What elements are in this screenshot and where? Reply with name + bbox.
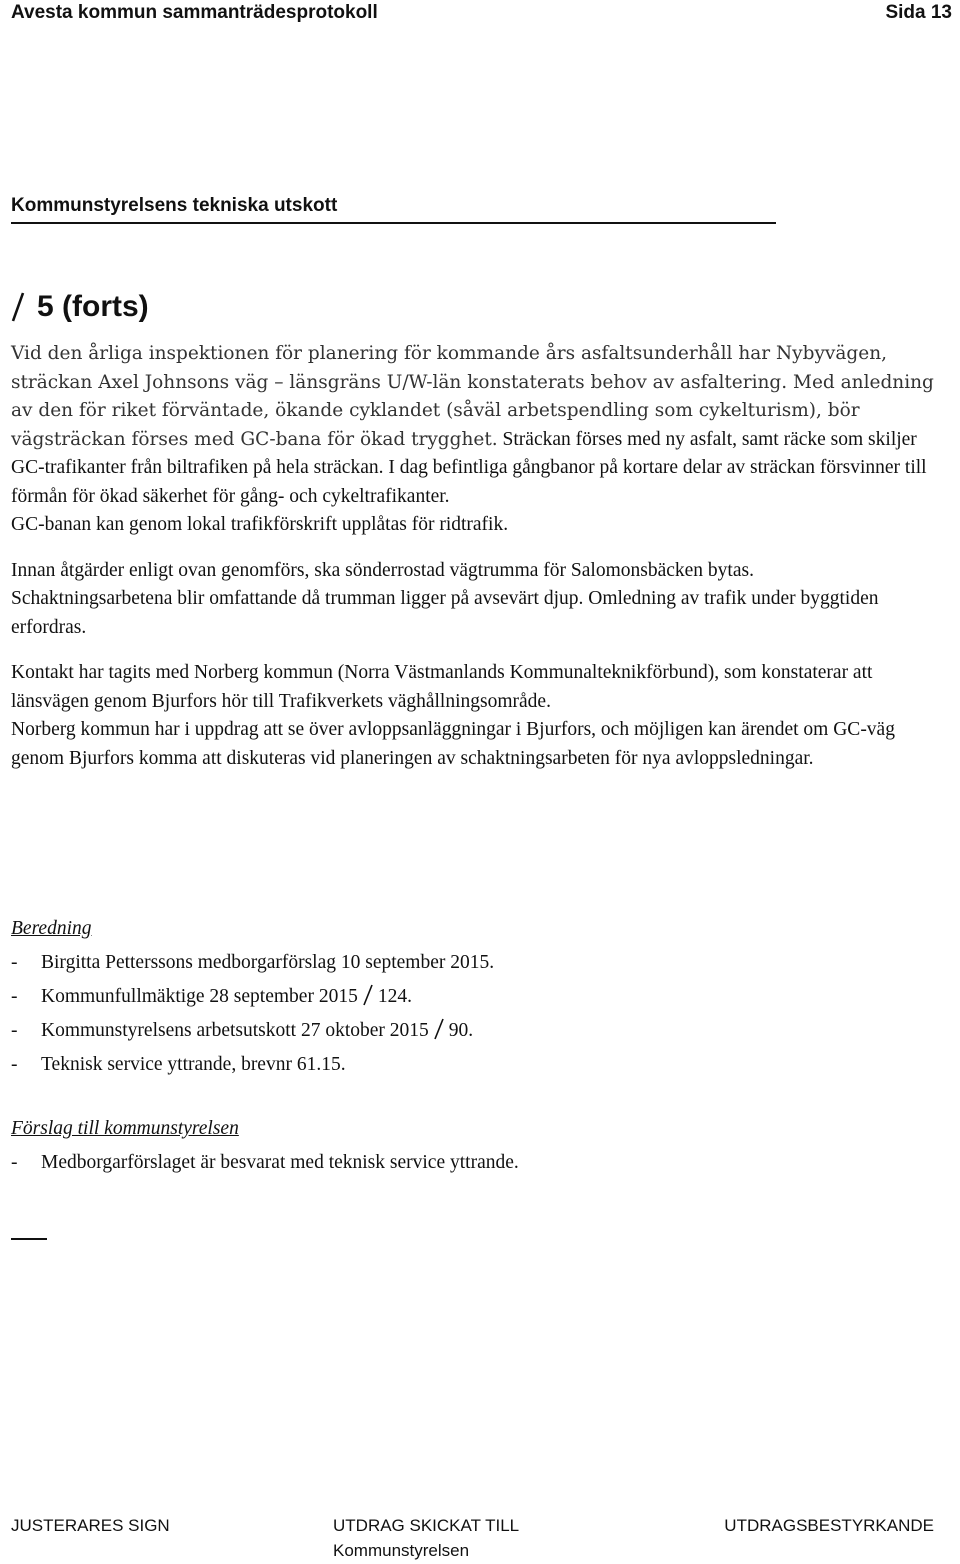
list-item: - Teknisk service yttrande, brevnr 61.15. [11,1054,346,1075]
beredning-heading: Beredning [11,918,92,939]
section-number: 5 (forts) [37,290,149,323]
list-item: - Birgitta Petterssons medborgarförslag 10 september 2015. [11,952,495,973]
list-item: - Kommunstyrelsens arbetsutskott 27 oktober 2015 90. [11,1020,474,1041]
list-item: - Medborgarförslaget är besvarat med teknisk service yttrande. [11,1152,519,1173]
paragraph-kontakt: Kontakt har tagits med Norberg kommun (Norra Västmanlands Kommunalteknikförbund), som konstaterar att länsvägen genom Bjurfors hör till Trafikverkets väghållningsområde. [11,662,873,712]
paragraph-ridtrafik: GC-banan kan genom lokal trafikförskrift upplåtas för ridtrafik. [11,514,509,535]
end-rule [11,1238,47,1240]
paragraph-vagtrumma: Innan åtgärder enligt ovan genomförs, ska sönderrostad vägtrumma för Salomonsbäcken bytas. [11,559,754,581]
paragraph-sign-icon [362,984,374,1006]
paragraph-sign-icon [11,292,25,322]
paragraph-schaktning: Schaktningsarbetena blir omfattande då trumman ligger på avsevärt djup. Omledning av trafik under byggtiden erfordras. [11,588,879,638]
forslag-section [11,1112,946,1180]
footer-utdrag-recipient: Kommunstyrelsen [333,1541,470,1560]
page-number: Sida 13 [885,2,952,23]
forslag-heading: Förslag till kommunstyrelsen [11,1118,239,1139]
footer-utdrag-label: UTDRAG SKICKAT TILL [333,1516,520,1535]
footer-utdrag-skickat [333,1516,519,1561]
footer-justerares-sign: JUSTERARES SIGN [11,1516,170,1535]
paragraph-norberg: Norberg kommun har i uppdrag att se över avloppsanläggningar i Bjurfors, och möjligen kan ärendet om GC-väg genom Bjurfors komma att diskuteras vid planeringen av schaktningsarbeten för nya avloppsledningar. [11,719,895,769]
paragraph-sign-icon [433,1018,445,1040]
paragraph-inspection-part2: Sträckan förses med ny asfalt, samt räcke som skiljer GC-trafikanter från biltrafiken på hela sträckan. I dag befintliga gångbanor på kortare delar av sträckan försvinner till förmån för ökad säkerhet för gång- och cykeltrafikanter. [11,428,927,507]
beredning-section [11,912,946,1082]
section-heading [11,290,149,324]
committee-name: Kommunstyrelsens tekniska utskott [11,195,776,224]
paragraph-inspection [11,340,946,511]
footer-utdragsbestyrkande: UTDRAGSBESTYRKANDE [724,1516,934,1535]
paragraph-inspection-part1: Vid den årliga inspektionen för planering för kommande års asfaltsunderhåll har Nybyvägen, sträckan Axel Johnsons väg – länsgräns U/W-län konstaterats behov av asfaltering. Med anledning av den för riket förväntade, ökande cyklandet (såväl arbetspendling som cykelturism), bör vägsträckan förses med GC-bana för ökad trygghet. [11,343,934,450]
main-body [11,340,946,773]
list-item: - Kommunfullmäktige 28 september 2015 124. [11,986,412,1007]
document-title: Avesta kommun sammanträdesprotokoll [11,2,378,23]
